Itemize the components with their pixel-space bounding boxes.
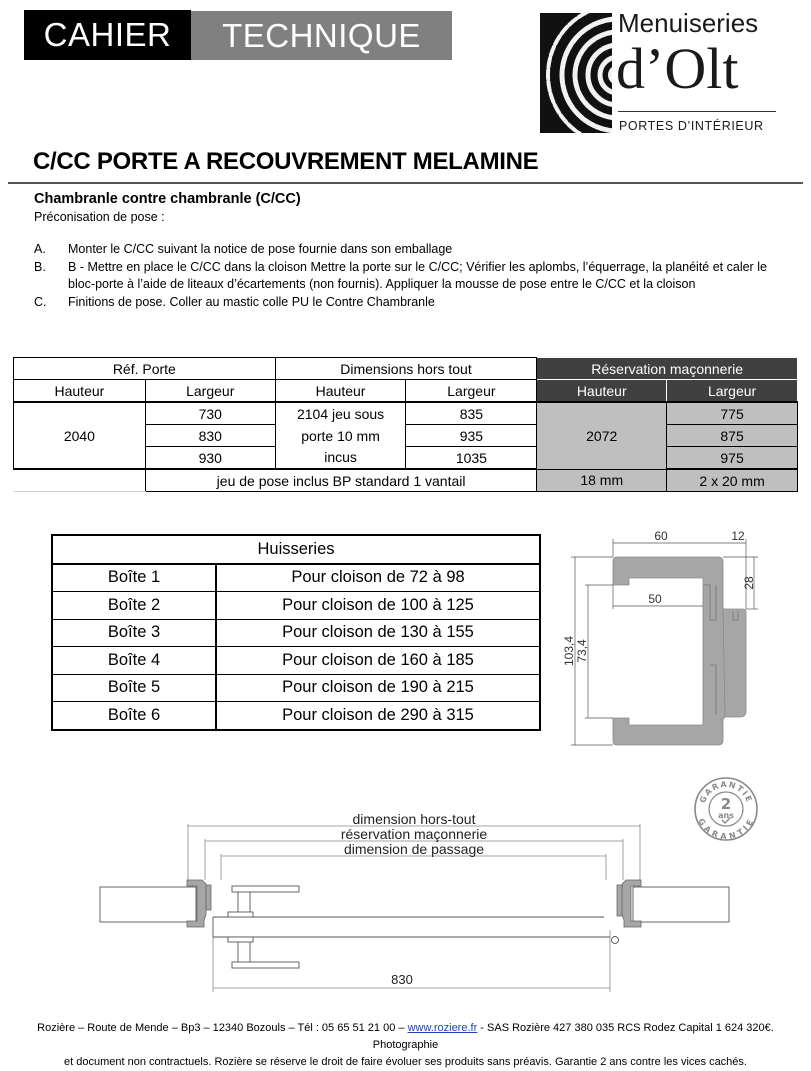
table-group-header-row <box>14 358 798 380</box>
table-row <box>52 647 540 675</box>
frame-profile-shape <box>613 557 746 745</box>
dim-lip-label: 12 <box>731 529 745 543</box>
boite-cell: Boîte 1 <box>52 564 216 592</box>
empty-cell <box>14 469 146 492</box>
reservation-largeur-cell: 775 <box>667 402 798 425</box>
website-link[interactable]: www.roziere.fr <box>407 1022 478 1034</box>
title-divider <box>8 182 803 184</box>
table-row <box>52 674 540 702</box>
hors-tout-largeur-cell: 835 <box>406 402 537 425</box>
group-ref-porte: Réf. Porte <box>14 358 276 380</box>
table-footer-row <box>14 469 798 492</box>
footer-line-2: et document non contractuels. Rozière se réserve le droit de faire évoluer ses produits sans préavis. Garantie 2 ans contre les vices cachés. <box>64 1056 747 1068</box>
installation-steps <box>34 241 774 311</box>
step-letter: A. <box>34 242 46 256</box>
logo-rings-icon <box>540 13 612 133</box>
badge-unit: ans <box>718 811 734 820</box>
banner-cahier: CAHIER <box>24 10 191 60</box>
col-header-hauteur: Hauteur <box>14 380 146 403</box>
logo-menuiseries: Menuiseries <box>618 8 759 38</box>
col-header-largeur: Largeur <box>667 380 798 403</box>
door-plan-drawing <box>80 800 730 1005</box>
dimensions-table <box>13 357 798 492</box>
logo-dolt: d’Olt <box>616 36 739 101</box>
hors-tout-largeur-cell: 1035 <box>406 447 537 470</box>
cloison-cell: Pour cloison de 290 à 315 <box>216 702 540 730</box>
boite-cell: Boîte 5 <box>52 674 216 702</box>
step-text: Finitions de pose. Coller au mastic colle PU le Contre Chambranle <box>68 294 435 309</box>
dim-inner-height-label: 73,4 <box>575 639 589 663</box>
table-row <box>52 564 540 592</box>
boite-cell: Boîte 2 <box>52 592 216 620</box>
cloison-cell: Pour cloison de 160 à 185 <box>216 647 540 675</box>
hors-tout-hauteur-cell: 2104 jeu sous <box>275 402 406 425</box>
reservation-largeur-cell: 975 <box>667 447 798 470</box>
dim-inner-label: 50 <box>648 592 662 606</box>
ref-largeur-cell: 730 <box>145 402 275 425</box>
label-passage: dimension de passage <box>343 841 485 857</box>
step-text: B - Mettre en place le C/CC dans la cloison Mettre la porte sur le C/CC; Vérifier les aplombs, l’équerrage, la planéité et caler le bloc-porte à l’aide de liteaux d’écartements (non fournis). Appliquer la mousse de pose entre le C/CC et la cloison <box>68 259 767 291</box>
huisseries-title: Huisseries <box>52 535 540 564</box>
logo-tagline: PORTES D’INTÉRIEUR <box>619 119 764 133</box>
hors-tout-largeur-cell: 935 <box>406 425 537 447</box>
section-intro: Préconisation de pose : <box>34 210 165 224</box>
group-reservation-maconnerie: Réservation maçonnerie <box>537 358 798 380</box>
boite-cell: Boîte 3 <box>52 619 216 647</box>
boite-cell: Boîte 6 <box>52 702 216 730</box>
cloison-cell: Pour cloison de 72 à 98 <box>216 564 540 592</box>
step-text: Monter le C/CC suivant la notice de pose fournie dans son emballage <box>68 242 453 256</box>
footer-line-1 <box>10 1020 801 1054</box>
col-header-largeur: Largeur <box>406 380 537 403</box>
group-dimensions-hors-tout: Dimensions hors tout <box>275 358 537 380</box>
huisseries-table <box>51 534 541 731</box>
huisseries-header-row <box>52 535 540 564</box>
table-subheader-row <box>14 380 798 403</box>
step-letter: B. <box>34 259 46 274</box>
section-subtitle: Chambranle contre chambranle (C/CC) <box>34 191 301 207</box>
table-row <box>52 702 540 730</box>
col-header-hauteur: Hauteur <box>275 380 406 403</box>
dim-total-height-label: 103,4 <box>562 635 576 667</box>
page-title: C/CC PORTE A RECOUVREMENT MELAMINE <box>33 148 539 175</box>
banner-technique: TECHNIQUE <box>191 11 452 60</box>
footer-hauteur-cell: 18 mm <box>537 469 667 492</box>
footer-text: - SAS Rozière 427 380 035 RCS Rodez Capital 1 624 320€. Photographie <box>372 1022 774 1051</box>
logo-divider <box>618 111 776 112</box>
table-row <box>52 619 540 647</box>
table-row <box>52 592 540 620</box>
page-footer <box>10 1020 801 1071</box>
hors-tout-hauteur-cell: incus <box>275 447 406 470</box>
footer-largeur-cell: 2 x 20 mm <box>667 469 798 492</box>
frame-profile-drawing <box>555 525 775 755</box>
hors-tout-hauteur-cell: porte 10 mm <box>275 425 406 447</box>
col-header-hauteur: Hauteur <box>537 380 667 403</box>
dim-rebate-label: 28 <box>742 576 756 590</box>
ref-largeur-cell: 830 <box>145 425 275 447</box>
badge-bottom-text: GARANTIE <box>696 817 756 842</box>
boite-cell: Boîte 4 <box>52 647 216 675</box>
label-hors-tout: dimension hors-tout <box>352 811 476 827</box>
label-reservation: réservation maçonnerie <box>340 826 488 842</box>
badge-number: 2 <box>720 795 732 813</box>
cloison-cell: Pour cloison de 100 à 125 <box>216 592 540 620</box>
reservation-hauteur-cell: 2072 <box>537 402 667 469</box>
badge-top-text: GARANTIE <box>697 779 755 805</box>
cloison-cell: Pour cloison de 190 à 215 <box>216 674 540 702</box>
step-c <box>34 294 774 312</box>
table-row <box>14 402 798 425</box>
reservation-largeur-cell: 875 <box>667 425 798 447</box>
ref-largeur-cell: 930 <box>145 447 275 470</box>
step-a <box>34 241 774 259</box>
step-b <box>34 259 774 294</box>
step-letter: C. <box>34 294 47 309</box>
footer-note-cell: jeu de pose inclus BP standard 1 vantail <box>145 469 536 492</box>
footer-text: Rozière – Route de Mende – Bp3 – 12340 Bozouls – Tél : 05 65 51 21 00 – <box>37 1022 408 1034</box>
ref-hauteur-cell: 2040 <box>14 402 146 469</box>
cloison-cell: Pour cloison de 130 à 155 <box>216 619 540 647</box>
label-width-830: 830 <box>391 972 413 987</box>
dim-width-label: 60 <box>654 529 668 543</box>
col-header-largeur: Largeur <box>145 380 275 403</box>
